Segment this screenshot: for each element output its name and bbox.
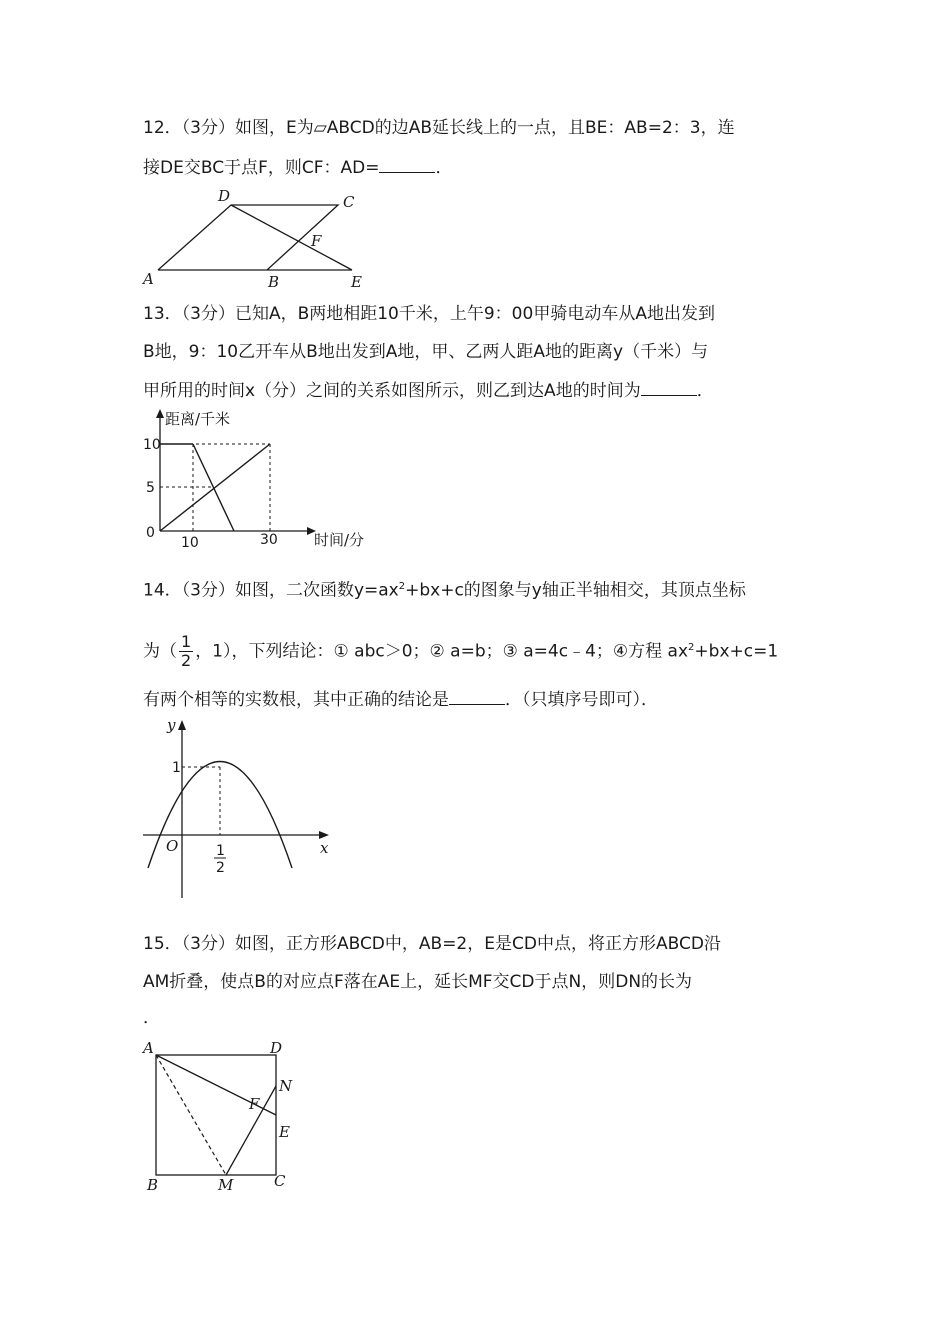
q13-xtick-30: 30 [260,532,278,548]
q14-line1-b: +bx+c的图象与y轴正半轴相交，其顶点坐标 [405,580,746,601]
q12-label-d: D [218,187,231,205]
q12-label-f: F [311,232,322,250]
q12-line2-text: 接DE交BC于点F，则CF：AD= [143,158,380,178]
q13-line3-text: 甲所用的时间x（分）之间的关系如图所示，则乙到达A地的时间为 [143,381,641,401]
q15-line1: 15．（3分）如图，正方形ABCD中，AB=2，E是CD中点，将正方形ABCD沿 [143,934,721,954]
q15-label-d: D [270,1039,283,1057]
q15-label-b: B [147,1176,159,1194]
q15-label-e: E [279,1123,290,1141]
q12-label-e: E [351,273,362,291]
q15-line3: ． [143,1008,160,1028]
q15-line2: AM折叠，使点B的对应点F落在AE上，延长MF交CD于点N，则DN的长为 [143,972,693,992]
q14-tick-1: 1 [172,760,181,776]
q15-label-c: C [274,1172,286,1190]
q14-half-den: 2 [216,860,225,876]
q14-frac-den: 2 [181,651,192,671]
q13-ytick-0: 0 [146,525,155,541]
q15-label-n: N [279,1077,293,1095]
q14-line3-end: ．（只填序号即可）． [505,690,658,710]
q12-label-b: B [268,273,280,291]
q13-line3-end: ． [696,381,714,401]
q12-line1: 12．（3分）如图，E为▱ABCD的边AB延长线上的一点，且BE：AB=2：3，连 [143,118,735,138]
q13-ytick-10: 10 [143,437,161,453]
q14-line2-a: 为（ [143,641,177,662]
q13-xtick-10: 10 [181,535,199,551]
q14-sup-2: 2 [688,642,695,653]
q14-frac-num: 1 [181,632,192,652]
q12-label-a: A [143,270,154,288]
q14-line3-text: 有两个相等的实数根，其中正确的结论是 [143,690,449,710]
q13-ytick-5: 5 [146,480,155,496]
q15-label-a: A [143,1039,154,1057]
q12-line2-end: ． [435,158,453,178]
q13-line1: 13．（3分）已知A，B两地相距10千米，上午9：00甲骑电动车从A地出发到 [143,304,715,324]
q13-y-label: 距离/千米 [165,410,231,428]
q13-x-label: 时间/分 [314,531,365,549]
q13-line2: B地，9：10乙开车从B地出发到A地，甲、乙两人距A地的距离y（千米）与 [143,342,709,362]
q15-label-f: F [249,1095,260,1113]
q14-y-label: y [167,716,176,734]
q15-label-m: M [218,1176,234,1194]
q14-line1-a: 14．（3分）如图，二次函数y=ax [143,580,399,601]
q14-half-num: 1 [216,843,225,859]
q14-line2-c: +bx+c=1 [694,641,779,662]
q14-x-label: x [320,839,329,857]
q14-sup: 2 [398,581,406,592]
q14-origin-label: O [166,837,179,855]
square-abcd [156,1055,276,1175]
q12-label-c: C [343,193,355,211]
q14-line2-b: ，1），下列结论：① abc＞0；② a=b；③ a=4c﹣4；④方程 ax [195,641,689,662]
